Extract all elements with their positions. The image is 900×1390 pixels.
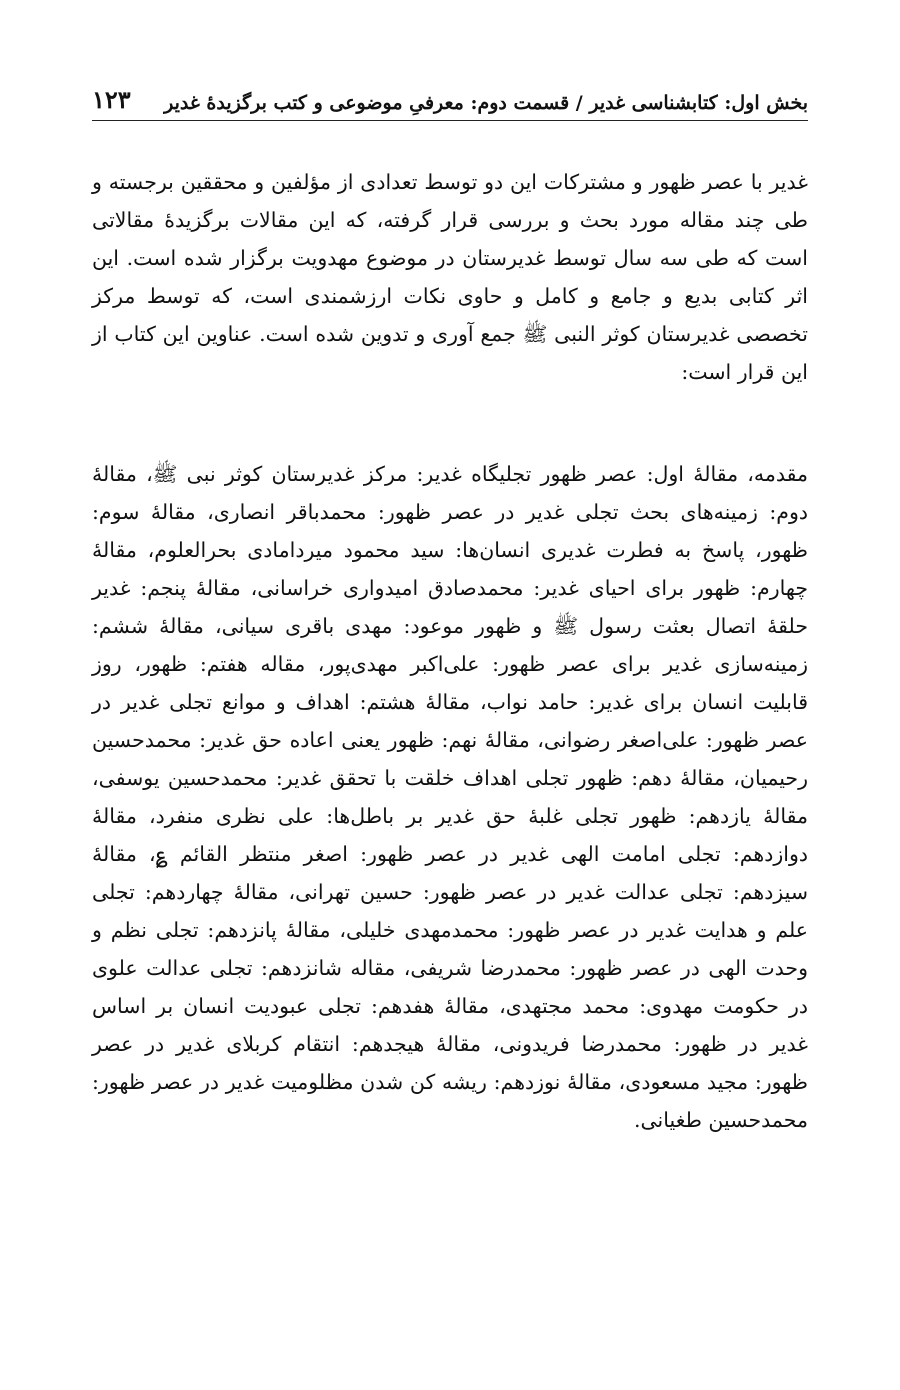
running-header (92, 74, 808, 121)
paragraph-contents: مقدمه، مقالهٔ اول: عصر ظهور تجلیگاه غدیر: مرکز غدیرستان کوثر نبی ﷺ، مقالهٔ دوم: زمینه‌های بحث تجلی غدیر در عصر ظهور: محمدباقر انصاری، مقالهٔ سوم: ظهور، پاسخ به فطرت غدیری انسان‌ها: سید محمود میردامادی بحرالعلوم، مقالهٔ چهارم: ظهور برای احیای غدیر: محمدصادق امیدواری خراسانی، مقالهٔ پنجم: غدیر حلقهٔ اتصال بعثت رسول ﷺ و ظهور موعود: مهدی باقری سیانی، مقالهٔ ششم: زمینه‌سازی غدیر برای عصر ظهور: علی‌اکبر مهدی‌پور، مقاله هفتم: ظهور، روز قابلیت انسان برای غدیر: حامد نواب، مقالهٔ هشتم: اهداف و موانع تجلی غدیر در عصر ظهور: علی‌اصغر رضوانی، مقالهٔ نهم: ظهور یعنی اعاده حق غدیر: محمدحسین رحیمیان، مقالهٔ دهم: ظهور تجلی اهداف خلقت با تحقق غدیر: محمدحسین یوسفی، مقالهٔ یازدهم: ظهور تجلی غلبهٔ حق غدیر بر باطل‌ها: علی نظری منفرد، مقالهٔ دوازدهم: تجلی امامت الهی غدیر در عصر ظهور: اصغر منتظر القائم ؏، مقالهٔ سیزدهم: تجلی عدالت غدیر در عصر ظهور: حسین تهرانی، مقالهٔ چهاردهم: تجلی علم و هدایت غدیر در عصر ظهور: محمدمهدی خلیلی، مقالهٔ پانزدهم: تجلی نظم و وحدت الهی در عصر ظهور: محمدرضا شریفی، مقاله شانزدهم: تجلی عدالت علوی در حکومت مهدوی: محمد مجتهدی، مقالهٔ هفدهم: تجلی عبودیت انسان بر اساس غدیر در ظهور: محمدرضا فریدونی، مقالهٔ هیجدهم: انتقام کربلای غدیر در عصر ظهور: مجید مسعودی، مقالهٔ نوزدهم: ریشه کن شدن مظلومیت غدیر در عصر ظهور: محمدحسین طغیانی. (92, 461, 808, 1132)
page-number: ۱۲۳ (92, 85, 131, 114)
paragraph-intro: غدیر با عصر ظهور و مشترکات این دو توسط تعدادی از مؤلفین و محققین برجسته و طی چند مقاله مورد بحث و بررسی قرار گرفته، که این مقالات برگزیدهٔ مقالاتی است که طی سه سال توسط غدیرستان در موضوع مهدویت برگزار شده است. این اثر کتابی بدیع و جامع و کامل و حاوی نکات ارزشمندی است، که توسط مرکز تخصصی غدیرستان کوثر النبی ﷺ جمع آوری و تدوین شده است. عناوین این کتاب از این قرار است: (92, 169, 808, 384)
header-title: بخش اول: کتابشناسی غدیر / قسمت دوم: معرفیِ موضوعی و کتب برگزیدهٔ غدیر (164, 92, 808, 114)
